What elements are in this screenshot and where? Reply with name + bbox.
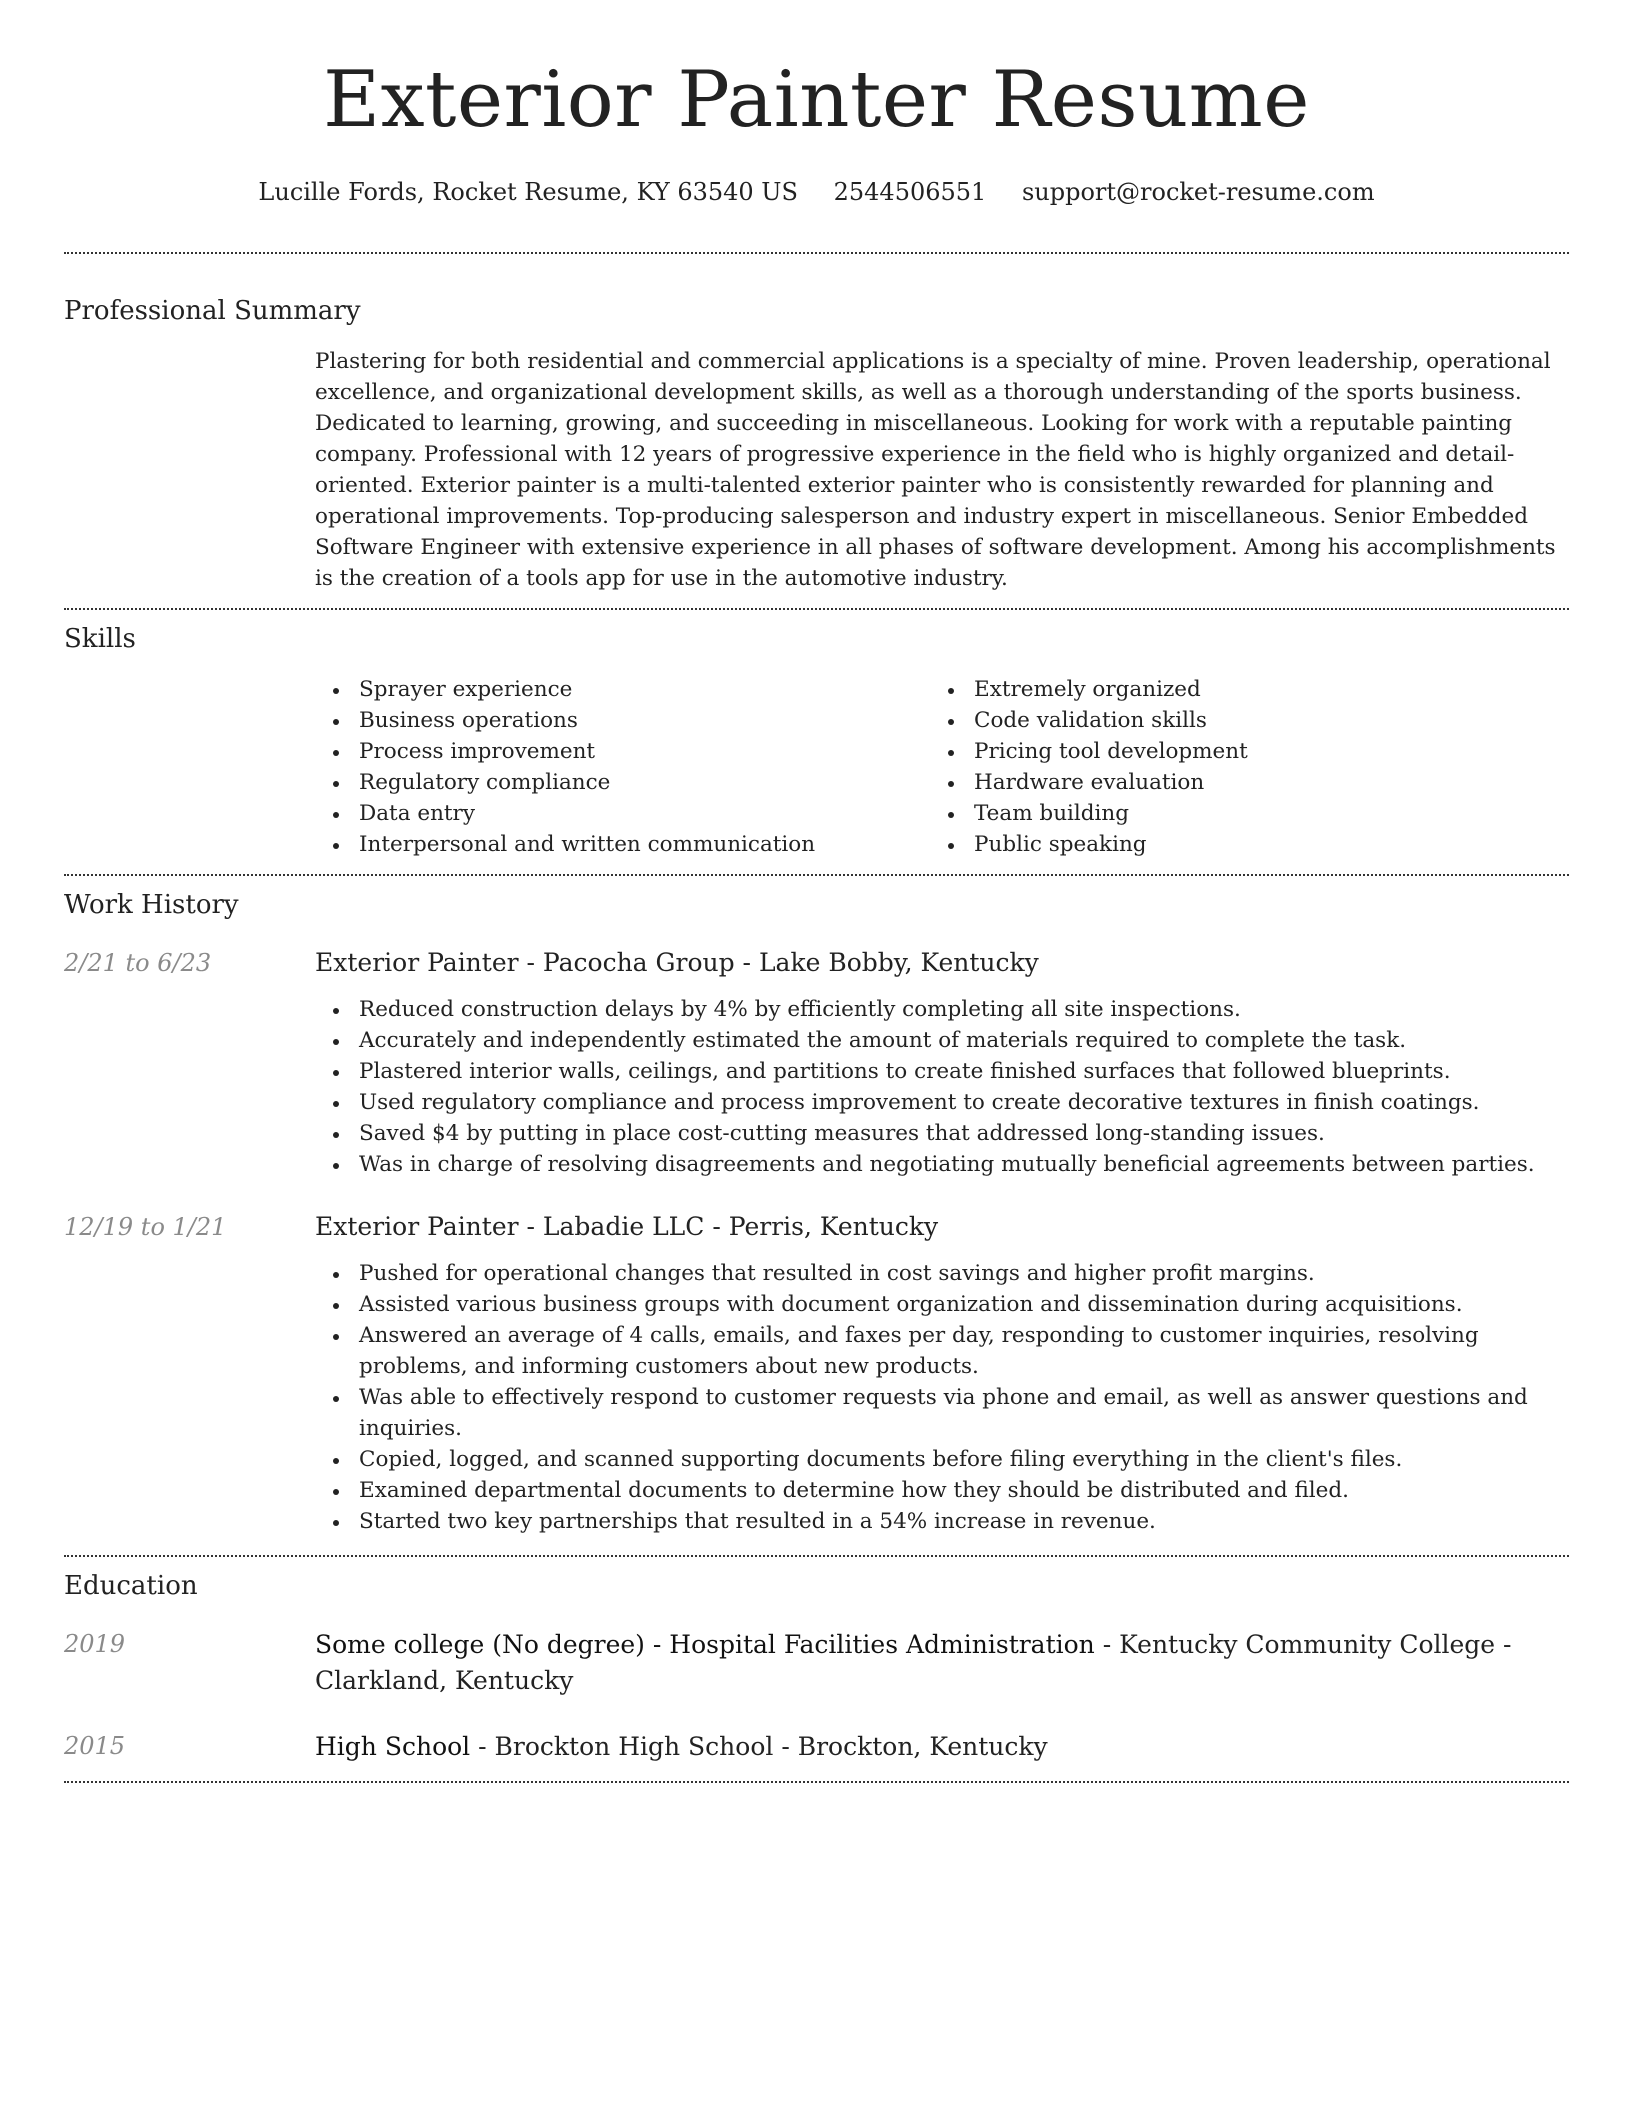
job-bullet: Plastered interior walls, ceilings, and partitions to create finished surfaces that followed blueprints. (315, 1056, 1569, 1087)
skill-item: Regulatory compliance (315, 767, 930, 798)
work-heading: Work History (64, 890, 239, 920)
job-body (315, 1210, 1569, 1537)
job-body (315, 946, 1569, 1180)
job-bullet: Used regulatory compliance and process improvement to create decorative textures in finish coatings. (315, 1087, 1569, 1118)
divider (64, 874, 1569, 876)
education-heading-line (315, 1627, 1569, 1699)
job-bullet: Reduced construction delays by 4% by efficiently completing all site inspections. (315, 994, 1569, 1025)
education-body (315, 1729, 1569, 1765)
job-entry (64, 1210, 1569, 1537)
skill-item: Code validation skills (930, 705, 1545, 736)
job-entry (64, 946, 1569, 1180)
job-bullet: Accurately and independently estimated the amount of materials required to complete the task. (315, 1025, 1569, 1056)
job-bullet: Was in charge of resolving disagreements and negotiating mutually beneficial agreements between parties. (315, 1149, 1569, 1180)
summary-text: Plastering for both residential and commercial applications is a specialty of mine. Proven leadership, operational excellence, and organizational development skills, as well as a thorough understanding of the sports business. Dedicated to learning, growing, and succeeding in miscellaneous. Looking for work with a reputable painting company. Professional with 12 years of progressive experience in the field who is highly organized and detail-oriented. Exterior painter is a multi-talented exterior painter who is consistently rewarded for planning and operational improvements. Top-producing salesperson and industry expert in miscellaneous. Senior Embedded Software Engineer with extensive experience in all phases of software development. Among his accomplishments is the creation of a tools app for use in the automotive industry. (315, 349, 1556, 591)
job-bullet: Examined departmental documents to determine how they should be distributed and filed. (315, 1475, 1569, 1506)
divider (64, 608, 1569, 610)
skill-item: Data entry (315, 798, 930, 829)
skill-item: Process improvement (315, 736, 930, 767)
job-dates: 2/21 to 6/23 (64, 949, 212, 977)
skills-list (315, 674, 1569, 860)
skill-item: Interpersonal and written communication (315, 829, 930, 860)
job-heading: Exterior Painter - Labadie LLC - Perris, Kentucky (315, 1212, 939, 1241)
skill-item: Hardware evaluation (930, 767, 1545, 798)
job-bullet: Pushed for operational changes that resulted in cost savings and higher profit margins. (315, 1258, 1569, 1289)
skills-section (64, 622, 1569, 860)
education-year: 2015 (64, 1732, 126, 1760)
contact-phone: 2544506551 (833, 178, 987, 206)
skill-item: Business operations (315, 705, 930, 736)
job-heading: Exterior Painter - Pacocha Group - Lake Bobby, Kentucky (315, 948, 1039, 977)
resume-title: Exterior Painter Resume (323, 55, 1310, 145)
skill-item: Extremely organized (930, 674, 1545, 705)
job-bullet: Saved $4 by putting in place cost-cutting measures that addressed long-standing issues. (315, 1118, 1569, 1149)
education-degree: High School (315, 1732, 471, 1761)
contact-line (64, 176, 1569, 208)
divider (64, 1781, 1569, 1783)
skills-column-right (930, 674, 1545, 860)
job-bullets (315, 994, 1569, 1180)
skills-heading: Skills (64, 624, 136, 654)
education-heading-line (315, 1729, 1569, 1765)
skill-item: Team building (930, 798, 1545, 829)
work-section (64, 888, 1569, 1537)
job-bullet: Was able to effectively respond to customer requests via phone and email, as well as answer questions and inquiries. (315, 1382, 1569, 1444)
job-bullets (315, 1258, 1569, 1537)
job-bullet: Answered an average of 4 calls, emails, and faxes per day, responding to customer inquiries, resolving problems, and informing customers about new products. (315, 1320, 1569, 1382)
contact-email: support@rocket-resume.com (1021, 178, 1375, 206)
job-bullet: Copied, logged, and scanned supporting documents before filing everything in the client's files. (315, 1444, 1569, 1475)
education-year: 2019 (64, 1630, 126, 1658)
job-bullet: Started two key partnerships that resulted in a 54% increase in revenue. (315, 1506, 1569, 1537)
education-section (64, 1569, 1569, 1765)
education-body (315, 1627, 1569, 1699)
divider (64, 252, 1569, 254)
education-entry (64, 1627, 1569, 1699)
skill-item: Sprayer experience (315, 674, 930, 705)
education-heading: Education (64, 1571, 198, 1601)
skill-item: Pricing tool development (930, 736, 1545, 767)
summary-heading: Professional Summary (64, 296, 361, 326)
resume-page (64, 0, 1569, 1783)
job-dates: 12/19 to 1/21 (64, 1213, 227, 1241)
skill-item: Public speaking (930, 829, 1545, 860)
summary-section (64, 294, 1569, 594)
contact-address: Lucille Fords, Rocket Resume, KY 63540 US (258, 178, 798, 206)
job-bullet: Assisted various business groups with document organization and dissemination during acquisitions. (315, 1289, 1569, 1320)
divider (64, 1555, 1569, 1557)
skills-column-left (315, 674, 930, 860)
education-degree: Some college (No degree) - Hospital Facilities Administration (315, 1630, 1095, 1659)
education-school: - Kentucky Community College - Clarkland, Kentucky (315, 1630, 1512, 1695)
education-entry (64, 1729, 1569, 1765)
education-school: - Brockton High School - Brockton, Kentucky (470, 1732, 1048, 1761)
